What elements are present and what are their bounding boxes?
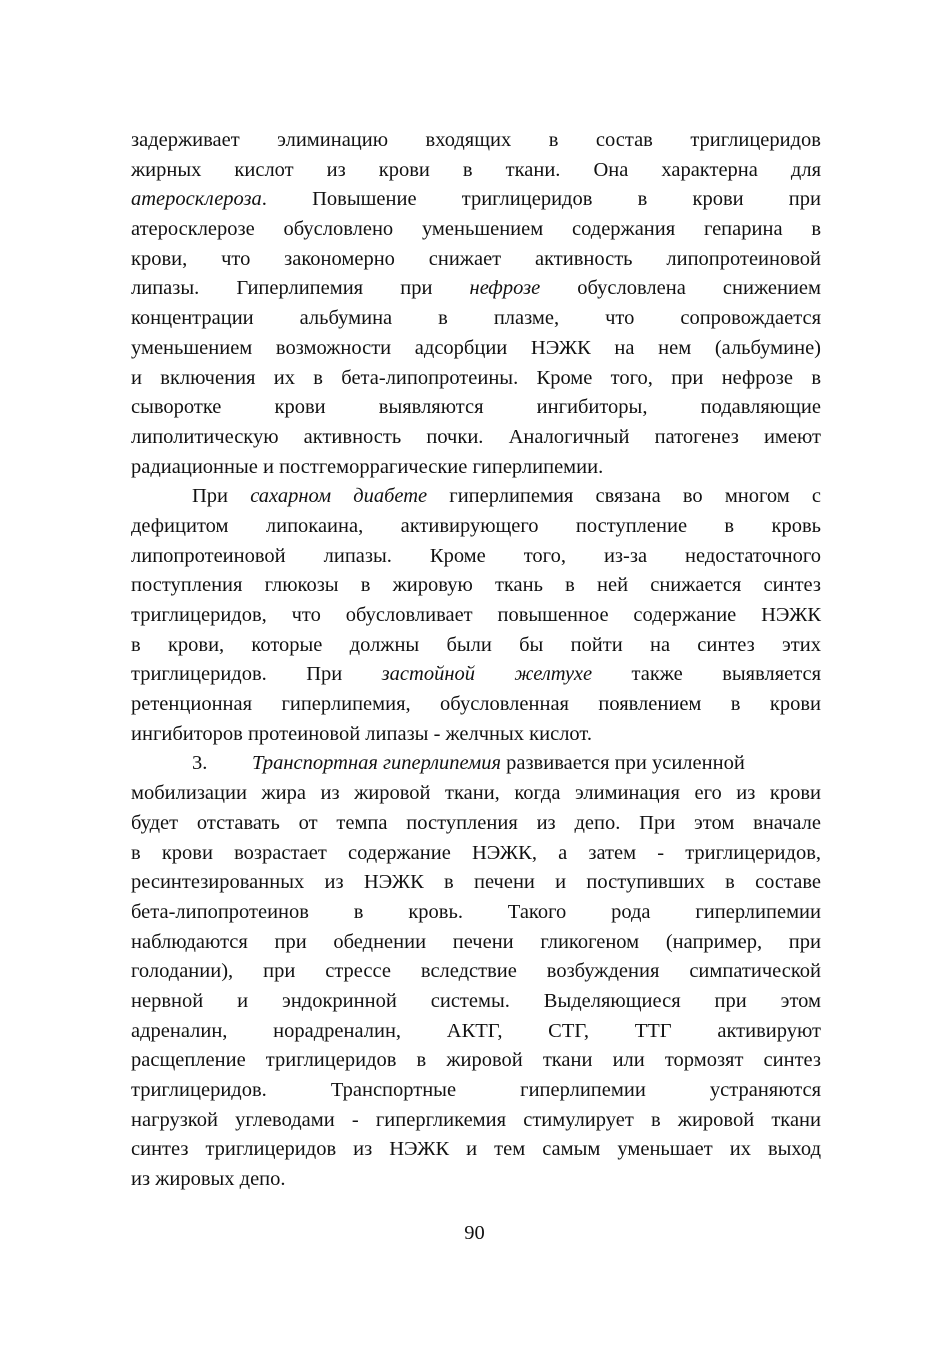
text-line <box>131 1135 821 1165</box>
list-number: 3. <box>192 752 208 775</box>
text-segment: синтез триглицеридов из НЭЖК и тем самым уменьшает их выход <box>131 1138 821 1161</box>
italic-term: сахарном диабете <box>250 485 428 508</box>
text-segment: также выявляется <box>592 663 821 686</box>
text-line <box>131 809 821 839</box>
text-line <box>131 720 821 750</box>
text-line <box>131 453 821 483</box>
text-segment: крови, что закономерно снижает активность липопротеиновой <box>131 247 821 270</box>
italic-term: застойной желтухе <box>381 663 593 686</box>
text-line <box>131 393 821 423</box>
text-line <box>131 987 821 1017</box>
text-segment: адреналин, норадреналин, АКТГ, СТГ, ТТГ активируют <box>131 1019 821 1042</box>
text-line <box>131 631 821 661</box>
text-segment: гиперлипемия связана во многом с <box>427 485 821 508</box>
text-line <box>131 898 821 928</box>
text-segment: голодании), при стрессе вследствие возбуждения симпатической <box>131 960 821 983</box>
text-line <box>131 928 821 958</box>
text-line <box>131 1165 821 1195</box>
text-segment: дефицитом липокаина, активирующего поступление в кровь <box>131 514 821 537</box>
text-line <box>131 957 821 987</box>
text-line <box>131 1017 821 1047</box>
text-segment: сыворотке крови выявляются ингибиторы, подавляющие <box>131 396 821 419</box>
page-number: 90 <box>464 1222 485 1244</box>
text-segment: концентрации альбумина в плазме, что сопровождается <box>131 307 821 330</box>
text-segment: . Повышение триглицеридов в крови при <box>261 188 821 211</box>
text-segment: из жировых депо. <box>131 1168 286 1191</box>
text-line <box>131 304 821 334</box>
text-line <box>131 126 821 156</box>
text-segment: поступления глюкозы в жировую ткань в ней снижается синтез <box>131 574 821 597</box>
text-segment: ресинтезированных из НЭЖК в печени и поступивших в составе <box>131 871 821 894</box>
text-segment: липолитическую активность почки. Аналогичный патогенез имеют <box>131 425 821 448</box>
body-text <box>131 126 821 1195</box>
text-segment: триглицеридов, что обусловливает повышенное содержание НЭЖК <box>131 604 821 626</box>
text-line <box>131 215 821 245</box>
text-segment: ингибиторов протеиновой липазы - желчных кислот. <box>131 722 592 745</box>
text-line <box>131 571 821 601</box>
text-segment: уменьшением возможности адсорбции НЭЖК на нем (альбумине) <box>131 336 821 359</box>
text-segment: развивается при усиленной <box>500 752 745 775</box>
text-line <box>131 334 821 364</box>
text-segment: триглицеридов. При <box>131 663 382 686</box>
text-line <box>131 423 821 453</box>
text-segment: в крови возрастает содержание НЭЖК, а затем - триглицеридов, <box>131 841 821 864</box>
text-segment: обусловлена снижением <box>540 277 821 300</box>
text-line <box>131 185 821 215</box>
text-line <box>131 868 821 898</box>
text-line <box>131 749 821 779</box>
text-line <box>131 482 821 512</box>
italic-term: нефрозе <box>469 277 541 300</box>
text-line <box>131 1106 821 1136</box>
text-segment: липопротеиновой липазы. Кроме того, из-за недостаточного <box>131 544 821 567</box>
text-segment: жирных кислот из крови в ткани. Она характерна для <box>131 158 821 181</box>
text-line <box>131 690 821 720</box>
text-segment: радиационные и постгеморрагические гиперлипемии. <box>131 455 604 478</box>
text-segment: бета-липопротеинов в кровь. Такого рода гиперлипемии <box>131 900 821 923</box>
text-line <box>131 156 821 186</box>
italic-term: атеросклероза <box>131 188 262 211</box>
text-segment: нервной и эндокринной системы. Выделяющиеся при этом <box>131 989 821 1012</box>
text-line <box>131 1046 821 1076</box>
text-line <box>131 274 821 304</box>
italic-term: Транспортная гиперлипемия <box>252 752 501 775</box>
text-line <box>131 660 821 690</box>
text-segment: расщепление триглицеридов в жировой ткани или тормозят синтез <box>131 1049 821 1072</box>
text-line <box>131 542 821 572</box>
text-line <box>131 245 821 275</box>
text-segment: триглицеридов. Транспортные гиперлипемии устраняются <box>131 1079 821 1101</box>
text-line <box>131 512 821 542</box>
text-segment: нагрузкой углеводами - гипергликемия стимулирует в жировой ткани <box>131 1108 821 1131</box>
text-segment: липазы. Гиперлипемия при <box>131 277 470 300</box>
text-segment: задерживает элиминацию входящих в состав триглицеридов <box>131 129 821 151</box>
text-line <box>131 1076 821 1106</box>
text-segment: наблюдаются при обеднении печени гликогеном (например, при <box>131 930 821 953</box>
text-segment: и включения их в бета-липопротеины. Кроме того, при нефрозе в <box>131 366 821 389</box>
text-line <box>131 779 821 809</box>
text-segment: атеросклерозе обусловлено уменьшением содержания гепарина в <box>131 218 821 241</box>
text-segment: ретенционная гиперлипемия, обусловленная появлением в крови <box>131 693 821 716</box>
text-segment: мобилизации жира из жировой ткани, когда элиминация его из крови <box>131 782 821 805</box>
text-line <box>131 601 821 631</box>
text-line <box>131 839 821 869</box>
text-segment: в крови, которые должны были бы пойти на синтез этих <box>131 633 821 656</box>
text-segment: будет отставать от темпа поступления из депо. При этом вначале <box>131 811 821 834</box>
text-line <box>131 364 821 394</box>
text-segment: При <box>192 485 251 508</box>
